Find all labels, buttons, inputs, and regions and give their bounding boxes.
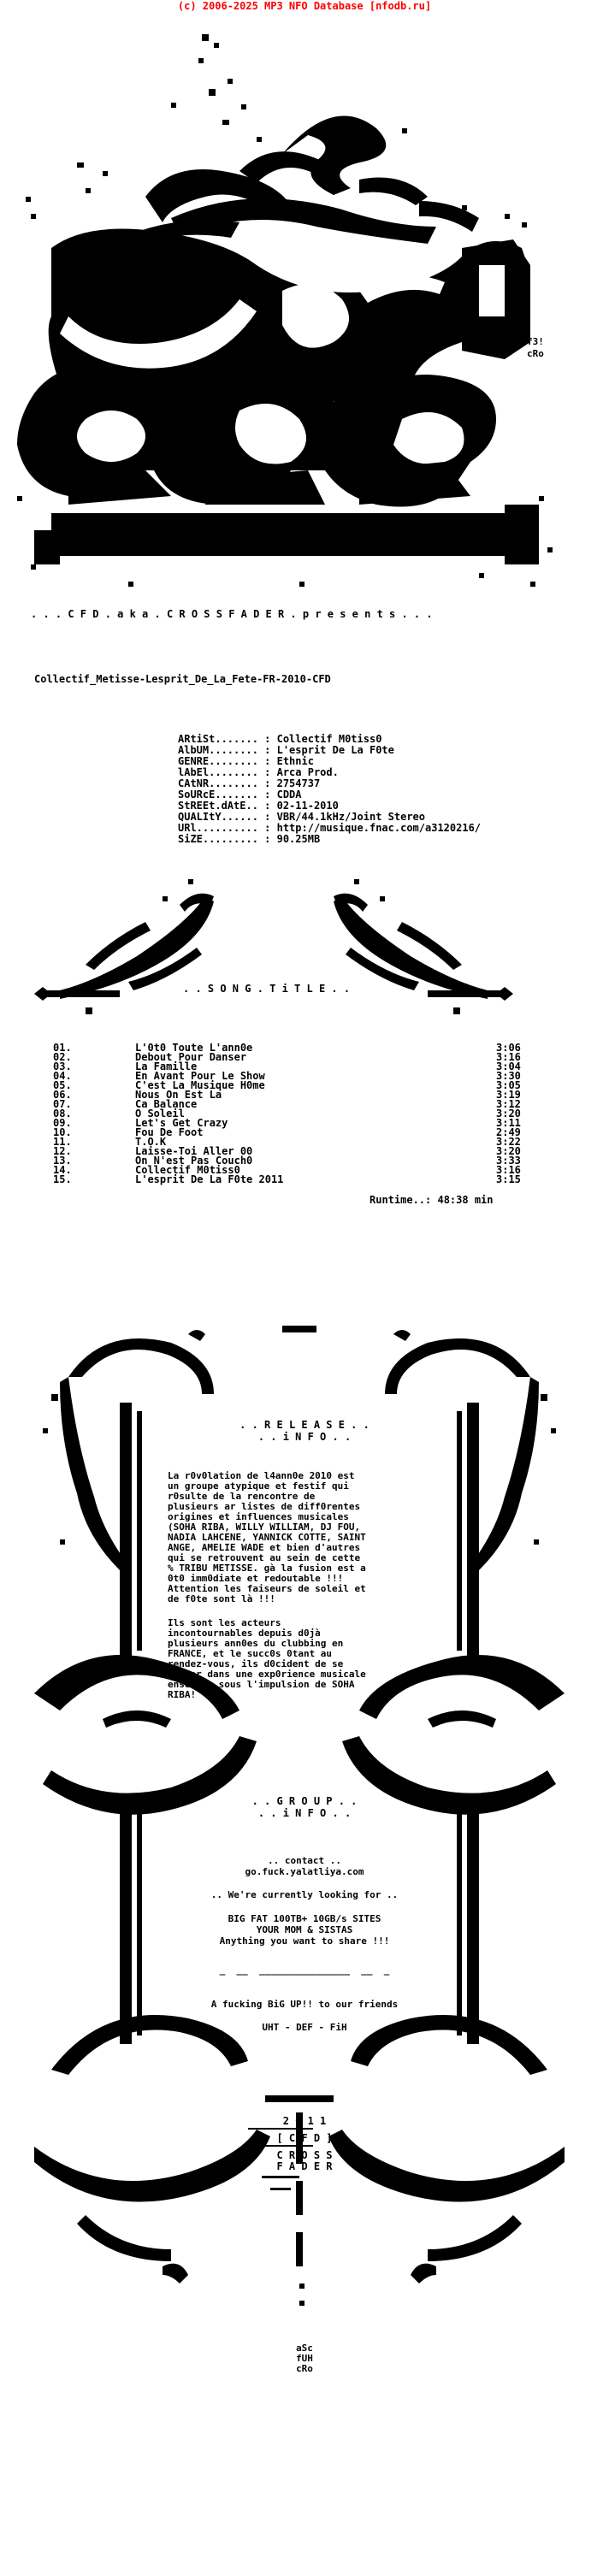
- wanted-2: YOUR MOM & SISTAS: [256, 1924, 353, 1935]
- track-title: Debout Pour Danser: [135, 1051, 247, 1063]
- info-separator: :: [257, 789, 277, 801]
- info-value: L'esprit De La F0te: [276, 744, 394, 756]
- track-title: T.O.K: [135, 1136, 167, 1148]
- release-name: Collectif_Metisse-Lesprit_De_La_Fete-FR-2010-CFD: [34, 673, 331, 685]
- tracklist: [53, 1043, 521, 1185]
- footer-sig-3: cRo: [296, 2363, 313, 2374]
- track-time: 3:06: [496, 1042, 521, 1054]
- info-separator: :: [257, 811, 277, 823]
- track-time: 3:33: [496, 1155, 521, 1167]
- info-key: CAtNR........: [178, 777, 258, 789]
- track-title: C'est La Musique H0me: [135, 1079, 265, 1091]
- release-info-header-2: . . i N F O . .: [257, 1431, 352, 1443]
- info-value: Ethnic: [276, 755, 314, 767]
- info-separator: :: [257, 833, 277, 845]
- track-title: On N'est Pas Couch0: [135, 1155, 253, 1167]
- info-separator: :: [257, 755, 277, 767]
- looking-for: .. We're currently looking for ..: [210, 1889, 399, 1900]
- track-number: 07.: [53, 1098, 72, 1110]
- track-time: 3:16: [496, 1164, 521, 1176]
- track-time: 3:19: [496, 1089, 521, 1101]
- group-info-header-1: . . G R O U P . .: [251, 1795, 358, 1807]
- info-value: 2754737: [276, 777, 321, 789]
- info-separator: :: [257, 733, 277, 745]
- track-number: 13.: [53, 1155, 72, 1167]
- track-title: L'esprit De La F0te 2011: [135, 1173, 284, 1185]
- info-value: VBR/44.1kHz/Joint Stereo: [276, 811, 425, 823]
- cfd-presents: . . . C F D . a k a . C R O S S F A D E R . p r e s e n t s . . .: [31, 608, 433, 620]
- track-number: 02.: [53, 1051, 72, 1063]
- track-number: 08.: [53, 1108, 72, 1120]
- footer-cfd: [ C F D ]: [276, 2132, 333, 2144]
- info-separator: :: [257, 800, 277, 812]
- contact-label: .. contact ..: [267, 1855, 342, 1866]
- track-number: 14.: [53, 1164, 72, 1176]
- release-info-header-1: . . R E L E A S E . .: [239, 1419, 370, 1431]
- wanted-3: Anything you want to share !!!: [219, 1935, 390, 1947]
- group-divider: _ __ ________________ __ _: [219, 1964, 390, 1976]
- track-title: En Avant Pour Le Show: [135, 1070, 265, 1082]
- track-number: 11.: [53, 1136, 72, 1148]
- track-row: [53, 1156, 521, 1166]
- track-row: [53, 1053, 521, 1062]
- track-row: [53, 1119, 521, 1128]
- info-value: CDDA: [276, 789, 302, 801]
- wanted-1: BIG FAT 100TB+ 10GB/s SITES: [228, 1913, 381, 1924]
- track-number: 10.: [53, 1126, 72, 1138]
- track-number: 12.: [53, 1145, 72, 1157]
- track-time: 3:16: [496, 1051, 521, 1063]
- friends-list: UHT - DEF - FiH: [262, 2022, 347, 2033]
- footer-rule-2: [248, 2145, 313, 2147]
- footer-cross: C R O S S: [276, 2149, 333, 2161]
- info-separator: :: [257, 777, 277, 789]
- track-title: La Famille: [135, 1061, 198, 1072]
- cfd-ascii-logo: [0, 34, 609, 650]
- track-number: 06.: [53, 1089, 72, 1101]
- track-number: 03.: [53, 1061, 72, 1072]
- track-title: Let's Get Crazy: [135, 1117, 228, 1129]
- info-key: AlbUM........: [178, 744, 258, 756]
- track-title: O Soleil: [135, 1108, 185, 1120]
- release-info-paragraph-2: Ils sont les acteurs incontournables depuis d0jà plusieurs ann0es du clubbing en FRANCE, et le succ0s 0tant au rendez-vous, ils d0cident de se lancer dans une exp0rience musicale ensemble sous l'impulsion de SOHA RIBA!: [168, 1617, 366, 1700]
- track-row: [53, 1072, 521, 1081]
- info-key: SiZE.........: [178, 833, 258, 845]
- footer-rule-4: [270, 2188, 291, 2190]
- info-separator: :: [257, 822, 277, 834]
- info-separator: :: [257, 766, 277, 778]
- track-row: [53, 1166, 521, 1175]
- logo-tag-1: f3!: [527, 336, 544, 347]
- track-time: 3:22: [496, 1136, 521, 1148]
- footer-fader: F A D E R: [276, 2160, 333, 2172]
- greetings: A fucking BiG UP!! to our friends: [210, 1999, 399, 2010]
- track-title: Nous On Est La: [135, 1089, 222, 1101]
- info-value: http://musique.fnac.com/a3120216/: [276, 822, 482, 834]
- track-row: [53, 1090, 521, 1100]
- track-time: 3:12: [496, 1098, 521, 1110]
- track-number: 09.: [53, 1117, 72, 1129]
- track-row: [53, 1175, 521, 1185]
- info-value: 90.25MB: [276, 833, 321, 845]
- track-row: [53, 1081, 521, 1090]
- track-row: [53, 1062, 521, 1072]
- info-key: GENRE........: [178, 755, 258, 767]
- group-info-header-2: . . i N F O . .: [257, 1807, 352, 1819]
- release-info-block: [178, 734, 481, 845]
- track-title: Laisse-Toi Aller 00: [135, 1145, 253, 1157]
- track-time: 3:15: [496, 1173, 521, 1185]
- track-time: 3:04: [496, 1061, 521, 1072]
- info-value: Arca Prod.: [276, 766, 339, 778]
- track-row: [53, 1043, 521, 1053]
- track-number: 04.: [53, 1070, 72, 1082]
- track-title: Collectif M0tiss0: [135, 1164, 240, 1176]
- footer-rule-3: [262, 2176, 299, 2178]
- track-time: 2:49: [496, 1126, 521, 1138]
- footer-sig-1: aSc: [296, 2343, 313, 2354]
- track-row: [53, 1109, 521, 1119]
- track-time: 3:20: [496, 1108, 521, 1120]
- track-row: [53, 1128, 521, 1137]
- info-key: lAbEl........: [178, 766, 258, 778]
- track-number: 15.: [53, 1173, 72, 1185]
- info-key: URl..........: [178, 822, 258, 834]
- track-time: 3:20: [496, 1145, 521, 1157]
- info-key: StREEt.dAtE..: [178, 800, 258, 812]
- info-key: SoURcE.......: [178, 789, 258, 801]
- track-time: 3:11: [496, 1117, 521, 1129]
- logo-tag-2: cRo: [527, 348, 544, 359]
- track-row: [53, 1137, 521, 1147]
- info-value: Collectif M0tiss0: [276, 733, 382, 745]
- info-row: [178, 834, 481, 845]
- footer-sig-2: fUH: [296, 2353, 313, 2364]
- song-title-header: . . S O N G . T i T L E . .: [183, 983, 351, 995]
- info-key: ARtiSt.......: [178, 733, 258, 745]
- info-value: 02-11-2010: [276, 800, 339, 812]
- nfodb-banner: (c) 2006-2025 MP3 NFO Database [nfodb.ru]: [0, 0, 609, 12]
- footer-rule-1: [248, 2128, 313, 2130]
- track-title: L'0t0 Toute L'ann0e: [135, 1042, 253, 1054]
- release-info-paragraph-1: La r0v0lation de l4ann0e 2010 est un groupe atypique et festif qui r0sulte de la rencontre de plusieurs ar listes de diff0rentes origines et influences musicales (SOHA RIBA, WILLY WILLIAM, DJ FOU, NADIA LAHCENE, YANNICK COTTE, SAINT ANGE, AMELIE WADE et bien d'autres qui se retrouvent au sein de cette % TRIBU METISSE. gà la fusion est a 0t0 imm0diate et redoutable !!! Attention les faiseurs de soleil et de f0te sont là !!!: [168, 1470, 366, 1604]
- footer-year: 2 0 1 1: [282, 2115, 327, 2127]
- info-separator: :: [257, 744, 277, 756]
- info-key: QUALItY......: [178, 811, 258, 823]
- track-number: 01.: [53, 1042, 72, 1054]
- contact-value: go.fuck.yalatliya.com: [245, 1866, 364, 1877]
- track-number: 05.: [53, 1079, 72, 1091]
- track-time: 3:30: [496, 1070, 521, 1082]
- track-row: [53, 1147, 521, 1156]
- track-time: 3:05: [496, 1079, 521, 1091]
- track-title: Ca Balance: [135, 1098, 198, 1110]
- track-row: [53, 1100, 521, 1109]
- runtime: Runtime..: 48:38 min: [370, 1194, 494, 1206]
- track-title: Fou De Foot: [135, 1126, 204, 1138]
